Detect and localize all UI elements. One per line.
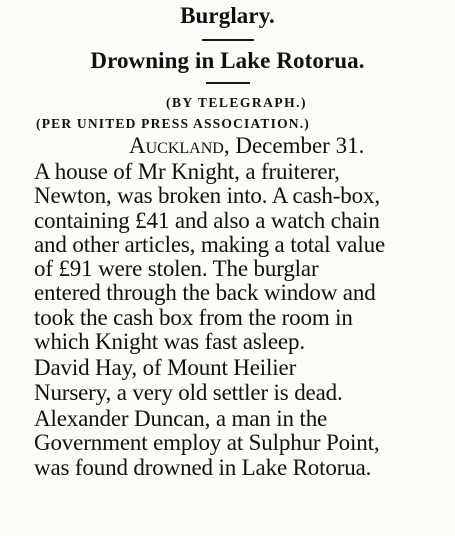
headline-burglary: Burglary. bbox=[180, 3, 275, 28]
paragraph-line: was found drowned in Lake Rotorua. bbox=[34, 454, 372, 480]
paragraph-line: which Knight was fast asleep. bbox=[34, 329, 305, 355]
headline-drowning: Drowning in Lake Rotorua. bbox=[90, 48, 365, 73]
paragraph-line: containing £41 and also a watch chain bbox=[34, 207, 380, 233]
paragraph-line: and other articles, making a total value bbox=[34, 231, 386, 257]
dateline bbox=[8, 134, 447, 158]
headline-divider-2 bbox=[206, 82, 250, 84]
paragraph-drowning bbox=[8, 407, 447, 480]
paragraph-burglary bbox=[8, 160, 447, 354]
headline-divider-1 bbox=[202, 39, 254, 41]
dateline-date: December 31. bbox=[235, 133, 365, 158]
byline-press-association: (PER UNITED PRESS ASSOCIATION.) bbox=[36, 116, 310, 131]
paragraph-line: David Hay, of Mount Heilier bbox=[34, 355, 297, 381]
byline-telegraph: (BY TELEGRAPH.) bbox=[165, 95, 307, 110]
paragraph-line: Nursery, a very old settler is dead. bbox=[34, 379, 343, 405]
paragraph-line: Government employ at Sulphur Point, bbox=[34, 430, 380, 456]
paragraph-line: A house of Mr Knight, a fruiterer, bbox=[34, 159, 340, 184]
paragraph-death-notice bbox=[8, 356, 447, 405]
dateline-place: Auckland, bbox=[129, 133, 230, 158]
paragraph-line: Alexander Duncan, a man in the bbox=[34, 405, 328, 431]
paragraph-line: took the cash box from the room in bbox=[34, 304, 353, 330]
paragraph-line: entered through the back window and bbox=[34, 280, 376, 306]
paragraph-line: of £91 were stolen. The burglar bbox=[34, 256, 319, 282]
paragraph-line: Newton, was broken into. A cash-box, bbox=[34, 183, 380, 209]
